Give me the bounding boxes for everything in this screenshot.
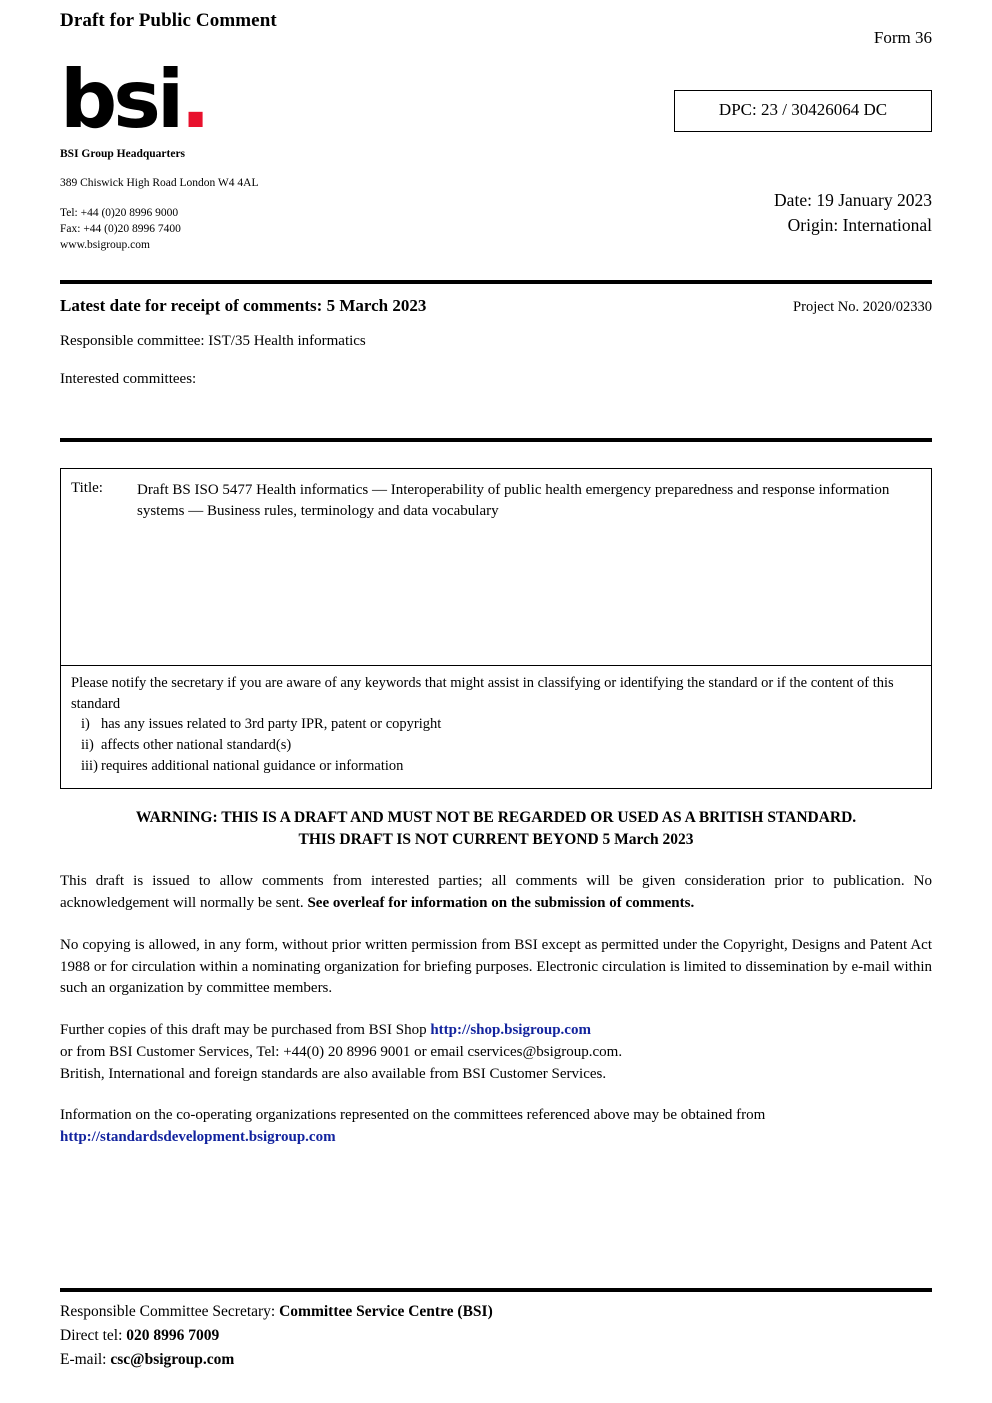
- bsi-address-block: [60, 146, 258, 254]
- purchase-line-2: or from BSI Customer Services, Tel: +44(0) 20 8996 9001 or email cservices@bsigroup.com.: [60, 1043, 623, 1060]
- paragraph-comments-notice: [60, 871, 932, 915]
- list-item: [71, 756, 921, 777]
- bsi-fax: Fax: +44 (0)20 8996 7400: [60, 222, 181, 235]
- purchase-line-1: [60, 1020, 932, 1042]
- footer-secretary-line: [60, 1300, 493, 1324]
- title-label: Title:: [71, 479, 103, 496]
- draft-warning-line-2-prefix: THIS DRAFT IS NOT CURRENT BEYOND: [298, 831, 603, 849]
- list-item-marker: iii): [81, 758, 98, 775]
- latest-date-for-comments: Latest date for receipt of comments: 5 March 2023: [60, 295, 427, 315]
- responsible-committee: Responsible committee: IST/35 Health informatics: [60, 332, 366, 349]
- bsi-telephone: Tel: +44 (0)20 8996 9000: [60, 206, 179, 219]
- dpc-reference-box: DPC: 23 / 30426064 DC: [674, 90, 932, 132]
- project-number: Project No. 2020/02330: [793, 298, 932, 315]
- document-origin: Origin: International: [787, 215, 932, 236]
- purchase-line-1-text: Further copies of this draft may be purchased from BSI Shop: [60, 1022, 431, 1039]
- cooperating-orgs-text: Information on the co-operating organizations represented on the committees referenced above may be obtained from: [60, 1107, 766, 1124]
- bsi-shop-link[interactable]: http://shop.bsigroup.com: [430, 1022, 591, 1039]
- keywords-intro-text: Please notify the secretary if you are aware of any keywords that might assist in classifying or identifying the standard or if the content of this standard: [71, 674, 894, 712]
- list-item-text: has any issues related to 3rd party IPR, patent or copyright: [101, 716, 442, 733]
- see-overleaf-note: See overleaf for information on the submission of comments.: [307, 895, 695, 912]
- list-item-text: requires additional national guidance or information: [101, 758, 404, 775]
- logo-and-dpc-row: [60, 53, 932, 146]
- title-cell: [61, 469, 931, 665]
- list-item-marker: ii): [81, 737, 94, 754]
- draft-warning-line-1: WARNING: THIS IS A DRAFT AND MUST NOT BE REGARDED OR USED AS A BRITISH STANDARD.: [135, 809, 857, 827]
- interested-committees: Interested committees:: [60, 370, 197, 387]
- date-origin-block: [774, 188, 932, 239]
- document-footer: [60, 1300, 493, 1372]
- bsi-logo: [60, 53, 207, 146]
- bsi-group-headquarters-label: BSI Group Headquarters: [60, 148, 186, 160]
- draft-warning-expiry-date: 5 March 2023: [602, 831, 694, 849]
- footer-tel-line: [60, 1324, 493, 1348]
- paragraph-purchase-info: [60, 1020, 932, 1085]
- comments-deadline-row: [60, 296, 932, 316]
- paragraph-cooperating-orgs: [60, 1105, 932, 1149]
- form-number: Form 36: [873, 28, 932, 47]
- list-item-marker: i): [81, 716, 90, 733]
- draft-warning: [60, 807, 932, 851]
- footer-tel-label: Direct tel:: [60, 1327, 127, 1345]
- footer-secretary-label: Responsible Committee Secretary:: [60, 1303, 280, 1320]
- bsi-logo-text: bsi: [60, 53, 181, 146]
- footer-email-line: [60, 1348, 493, 1372]
- keywords-item-list: [71, 714, 921, 777]
- document-header: [60, 0, 932, 48]
- draft-for-public-comment-title: Draft for Public Comment: [60, 10, 277, 31]
- draft-warning-line-2: [60, 829, 932, 851]
- purchase-line-3: British, International and foreign standards are also available from BSI Customer Services.: [60, 1065, 607, 1082]
- document-date: Date: 19 January 2023: [774, 190, 932, 210]
- bsi-website: www.bsigroup.com: [60, 239, 150, 252]
- divider-top: [60, 280, 932, 284]
- bsi-street-address: 389 Chiswick High Road London W4 4AL: [60, 177, 259, 190]
- list-item-text: affects other national standard(s): [101, 737, 292, 754]
- bsi-logo-dot: .: [180, 53, 207, 146]
- list-item: [71, 735, 921, 756]
- paragraph-copyright-notice: No copying is allowed, in any form, without prior written permission from BSI except as permitted under the Copyright, Designs and Patent Act 1988 or for circulation within a nominating organization for briefing purposes. Electronic circulation is limited to dissemination by e-mail within such an organization by committee members.: [60, 936, 932, 997]
- divider-middle: [60, 438, 932, 442]
- standards-development-link[interactable]: http://standardsdevelopment.bsigroup.com: [60, 1129, 336, 1146]
- footer-tel-value: 020 8996 7009: [126, 1327, 220, 1345]
- paragraph-comments-notice-text: This draft is issued to allow comments from interested parties; all comments will be given consideration prior to publication. No acknowledgement will normally be sent.: [60, 873, 932, 912]
- footer-secretary-value: Committee Service Centre (BSI): [279, 1303, 493, 1320]
- address-and-date-row: [60, 146, 932, 254]
- list-item: [71, 714, 921, 735]
- bsi-contact-block: [60, 205, 258, 254]
- footer-email-label: E-mail:: [60, 1351, 111, 1369]
- footer-email-value[interactable]: csc@bsigroup.com: [110, 1351, 235, 1369]
- divider-bottom: [60, 1288, 932, 1292]
- standard-title-text: Draft BS ISO 5477 Health informatics — Interoperability of public health emergency preparedness and response information systems — Business rules, terminology and data vocabulary: [137, 481, 890, 519]
- keywords-notice-cell: [61, 665, 931, 788]
- title-table: [60, 468, 932, 789]
